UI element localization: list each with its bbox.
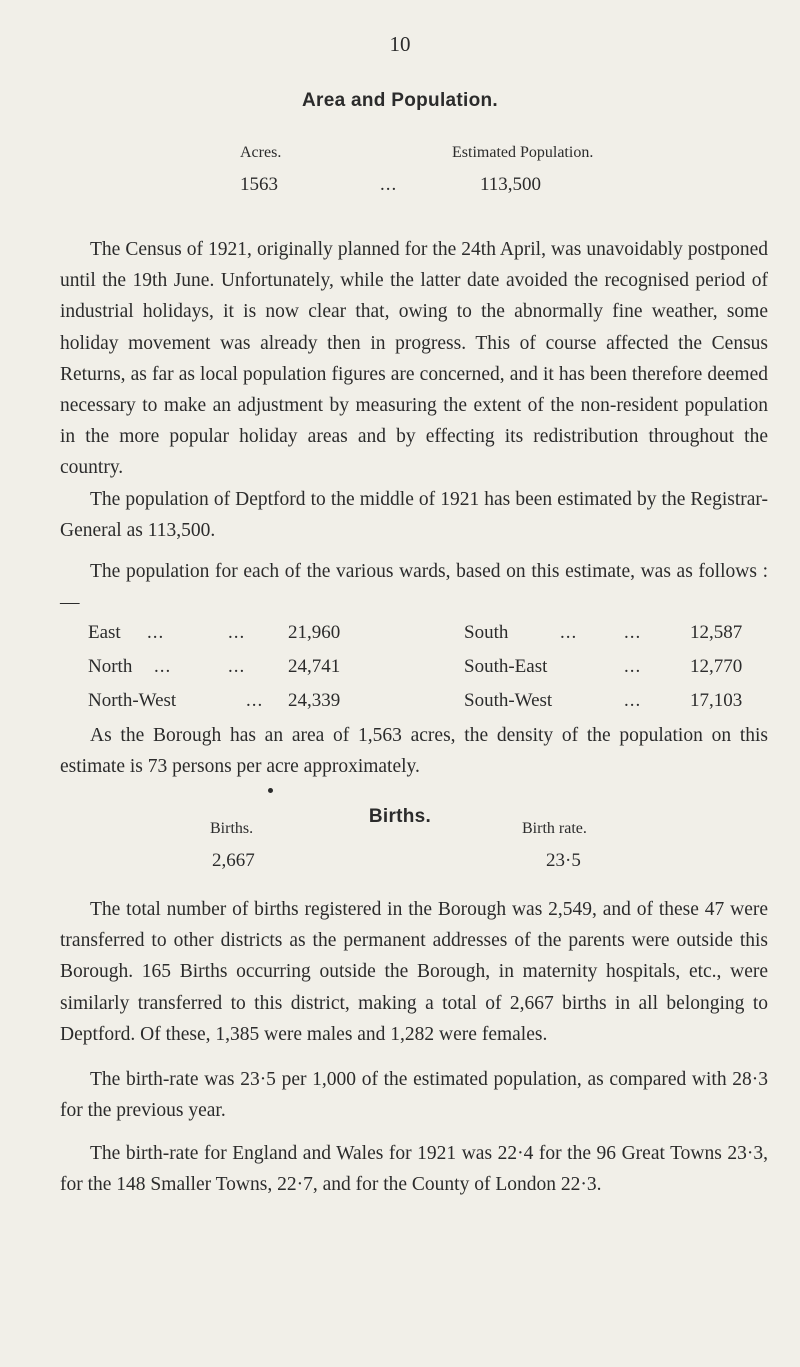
ward-dots: ... — [560, 622, 578, 643]
wards-intro-paragraph: The population for each of the various wards, based on this estimate, was as follows :— — [60, 561, 768, 614]
ward-value: 12,770 — [690, 656, 743, 677]
density-paragraph: As the Borough has an area of 1,563 acres, the density of the population on this estimate is 73 persons per acre approximately. — [60, 725, 768, 778]
ward-value: 21,960 — [288, 622, 341, 643]
ink-mark — [268, 788, 273, 793]
ward-dots: ... — [228, 622, 246, 643]
census-paragraph: The Census of 1921, originally planned for the 24th April, was unavoidably postponed until the 19th June. Unfortunately, while the latter date avoided the recognised period of industrial holidays, it is now clear that, owing to the abnormally fine weather, some holiday movement was already then in progress. This of course affected the Census Returns, as far as local population figures are concerned, and it has been therefore deemed necessary to make an adjustment by measuring the extent of the non-resident population in the more popular holiday areas and by effecting its redistribution throughout the country. — [60, 239, 768, 479]
ward-name: North — [88, 656, 133, 677]
ward-dots: ... — [246, 690, 264, 711]
ward-value: 12,587 — [690, 622, 743, 643]
births-label: Births. — [210, 820, 254, 837]
ward-name: South — [464, 622, 509, 643]
ward-dots: ... — [624, 622, 642, 643]
population-value: 113,500 — [480, 174, 542, 195]
area-population-heading: Area and Population. — [301, 90, 499, 111]
population-label: Estimated Population. — [452, 144, 594, 161]
ward-dots: ... — [228, 656, 246, 677]
birth-rate-label: Birth rate. — [522, 820, 587, 837]
ward-dots: ... — [154, 656, 172, 677]
ward-value: 24,339 — [288, 690, 341, 711]
ward-value: 24,741 — [288, 656, 341, 677]
ward-dots: ... — [624, 690, 642, 711]
ward-dots: ... — [624, 656, 642, 677]
ward-value: 17,103 — [690, 690, 743, 711]
birth-rate-paragraph: The birth-rate was 23·5 per 1,000 of the estimated population, as compared with 28·3 for the previous year. — [60, 1069, 768, 1122]
ward-name: North-West — [88, 690, 177, 711]
births-heading: Births. — [368, 806, 432, 827]
ward-name: South-East — [464, 656, 548, 677]
birth-rate-value: 23·5 — [546, 850, 581, 871]
ward-name: East — [88, 622, 121, 643]
page-number: 10 — [389, 32, 411, 56]
ward-dots: ... — [147, 622, 165, 643]
registrar-estimate-paragraph: The population of Deptford to the middle of 1921 has been estimated by the Registrar-General as 113,500. — [60, 489, 768, 542]
national-rate-paragraph: The birth-rate for England and Wales for 1921 was 22·4 for the 96 Great Towns 23·3, for the 148 Smaller Towns, 22·7, and for the County of London 22·3. — [60, 1143, 768, 1196]
area-separator-dots: ... — [380, 174, 398, 195]
acres-label: Acres. — [240, 144, 282, 161]
ward-name: South-West — [464, 690, 553, 711]
births-value: 2,667 — [212, 850, 255, 871]
acres-value: 1563 — [240, 174, 278, 195]
births-total-paragraph: The total number of births registered in the Borough was 2,549, and of these 47 were transferred to other districts as the permanent addresses of the parents were outside this Borough. 165 Births occurring outside the Borough, in maternity hospitals, etc., were similarly transferred to this district, making a total of 2,667 births in all belonging to Deptford. Of these, 1,385 were males and 1,282 were females. — [60, 899, 768, 1045]
